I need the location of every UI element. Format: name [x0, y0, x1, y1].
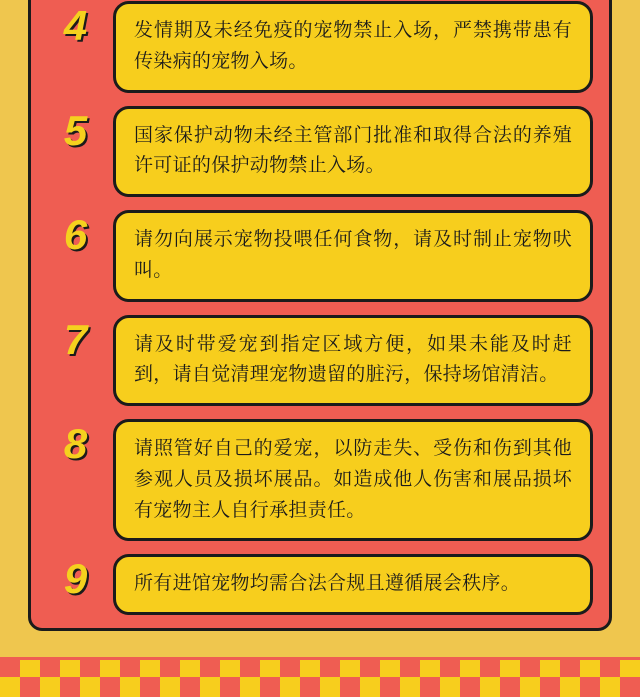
- rule-number: 7: [63, 315, 87, 363]
- rule-number: 6: [63, 211, 87, 259]
- list-item: [47, 210, 593, 302]
- list-item: [47, 315, 593, 407]
- list-item: [47, 106, 593, 198]
- rule-number: 5: [63, 106, 87, 154]
- rule-text: 所有进馆宠物均需合法合规且遵循展会秩序。: [113, 554, 593, 615]
- rule-text: 请及时带爱宠到指定区域方便，如果未能及时赶到，请自觉清理宠物遗留的脏污，保持场馆清洁。: [113, 315, 593, 407]
- footer-band-top-line: [0, 657, 640, 660]
- list-item: [47, 1, 593, 93]
- rule-number: 4: [63, 2, 87, 49]
- rule-text: 国家保护动物未经主管部门批准和取得合法的养殖许可证的保护动物禁止入场。: [113, 106, 593, 198]
- rule-text: 请勿向展示宠物投喂任何食物，请及时制止宠物吠叫。: [113, 210, 593, 302]
- rule-number: 8: [63, 420, 87, 468]
- list-item: [47, 554, 593, 615]
- rules-panel: [28, 0, 612, 631]
- checkered-footer-band: [0, 657, 640, 697]
- list-item: [47, 419, 593, 541]
- rule-text: 发情期及未经免疫的宠物禁止入场，严禁携带患有传染病的宠物入场。: [113, 1, 593, 93]
- rules-list: [47, 0, 593, 615]
- footer-band-row-two: [0, 677, 640, 697]
- rule-number: 9: [63, 555, 87, 603]
- rule-text: 请照管好自己的爱宠，以防走失、受伤和伤到其他参观人员及损坏展品。如造成他人伤害和展品损坏有宠物主人自行承担责任。: [113, 419, 593, 541]
